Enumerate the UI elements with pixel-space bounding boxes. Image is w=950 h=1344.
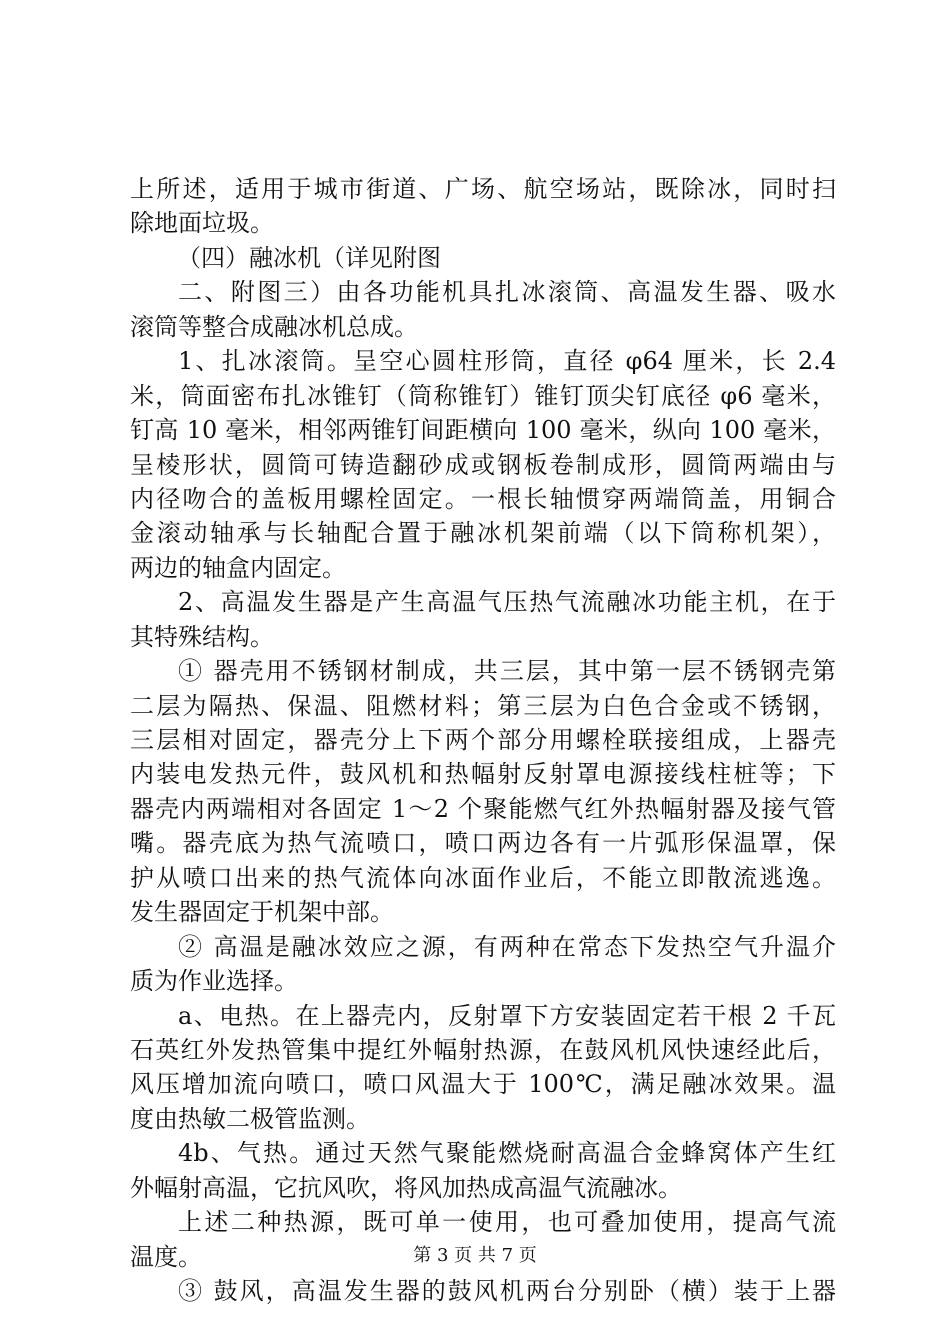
text-line: 嘴。器壳底为热气流喷口，喷口两边各有一片弧形保温罩，保 — [130, 829, 836, 858]
text-line: 温度。 — [130, 1242, 202, 1271]
text-line: 质为作业选择。 — [130, 967, 298, 996]
text-line: 1、扎冰滚筒。呈空心圆柱形筒，直径 φ64 厘米，长 2.4 — [178, 347, 836, 376]
document-body — [130, 172, 836, 1308]
text-line: 除地面垃圾。 — [130, 209, 274, 238]
text-line: 度由热敏二极管监测。 — [130, 1104, 370, 1133]
text-line: 滚筒等整合成融冰机总成。 — [130, 312, 418, 341]
text-line: 呈棱形状，圆筒可铸造翻砂成或钢板卷制成形，圆筒两端由与 — [130, 450, 836, 479]
text-line: ② 高温是融冰效应之源，有两种在常态下发热空气升温介 — [178, 932, 836, 961]
text-line: 上所述，适用于城市街道、广场、航空场站，既除冰，同时扫 — [130, 175, 836, 203]
text-line: 三层相对固定，器壳分上下两个部分用螺栓联接组成，上器壳 — [130, 726, 836, 754]
text-line: 风压增加流向喷口，喷口风温大于 100℃，满足融冰效果。温 — [130, 1070, 836, 1099]
text-line: 器壳内两端相对各固定 1～2 个聚能燃气红外热幅射器及接气管 — [130, 794, 836, 823]
text-line: 石英红外发热管集中提红外幅射热源，在鼓风机风快速经此后， — [130, 1035, 836, 1064]
text-line: ① 器壳用不锈钢材制成，共三层，其中第一层不锈钢壳第 — [178, 657, 836, 686]
text-line: 外幅射高温，它抗风吹，将风加热成高温气流融冰。 — [130, 1173, 682, 1202]
text-line: 二、附图三）由各功能机具扎冰滚筒、高温发生器、吸水 — [178, 278, 836, 307]
section-heading: （四）融冰机（详见附图 — [177, 243, 441, 272]
text-line: 上述二种热源，既可单一使用，也可叠加使用，提高气流 — [178, 1208, 836, 1237]
text-line: 内径吻合的盖板用螺栓固定。一根长轴惯穿两端筒盖，用铜合 — [130, 484, 836, 513]
page-footer: 第 3 页 共 7 页 — [413, 1245, 537, 1266]
text-line: 金滚动轴承与长轴配合置于融冰机架前端（以下筒称机架）， — [130, 519, 836, 548]
text-line: 2、高温发生器是产生高温气压热气流融冰功能主机，在于 — [178, 588, 836, 617]
text-line: 二层为隔热、保温、阻燃材料；第三层为白色合金或不锈钢， — [130, 691, 836, 720]
text-line: 两边的轴盒内固定。 — [130, 553, 346, 582]
text-line: 4b、气热。通过天然气聚能燃烧耐高温合金蜂窝体产生红 — [178, 1139, 836, 1168]
text-line: 内装电发热元件，鼓风机和热幅射反射罩电源接线柱桩等；下 — [130, 760, 836, 789]
text-line: 其特殊结构。 — [130, 622, 274, 651]
text-line: 护从喷口出来的热气流体向冰面作业后，不能立即散流逃逸。 — [130, 863, 836, 892]
text-line: a、电热。在上器壳内，反射罩下方安装固定若干根 2 千瓦 — [178, 1001, 836, 1030]
text-line: 钉高 10 毫米，相邻两锥钉间距横向 100 毫米，纵向 100 毫米， — [130, 416, 836, 445]
text-line: ③ 鼓风，高温发生器的鼓风机两台分别卧（横）装于上器 — [178, 1277, 836, 1305]
text-line: 发生器固定于机架中部。 — [130, 898, 394, 927]
text-line: 米，筒面密布扎冰锥钉（筒称锥钉）锥钉顶尖钉底径 φ6 毫米， — [130, 381, 836, 410]
